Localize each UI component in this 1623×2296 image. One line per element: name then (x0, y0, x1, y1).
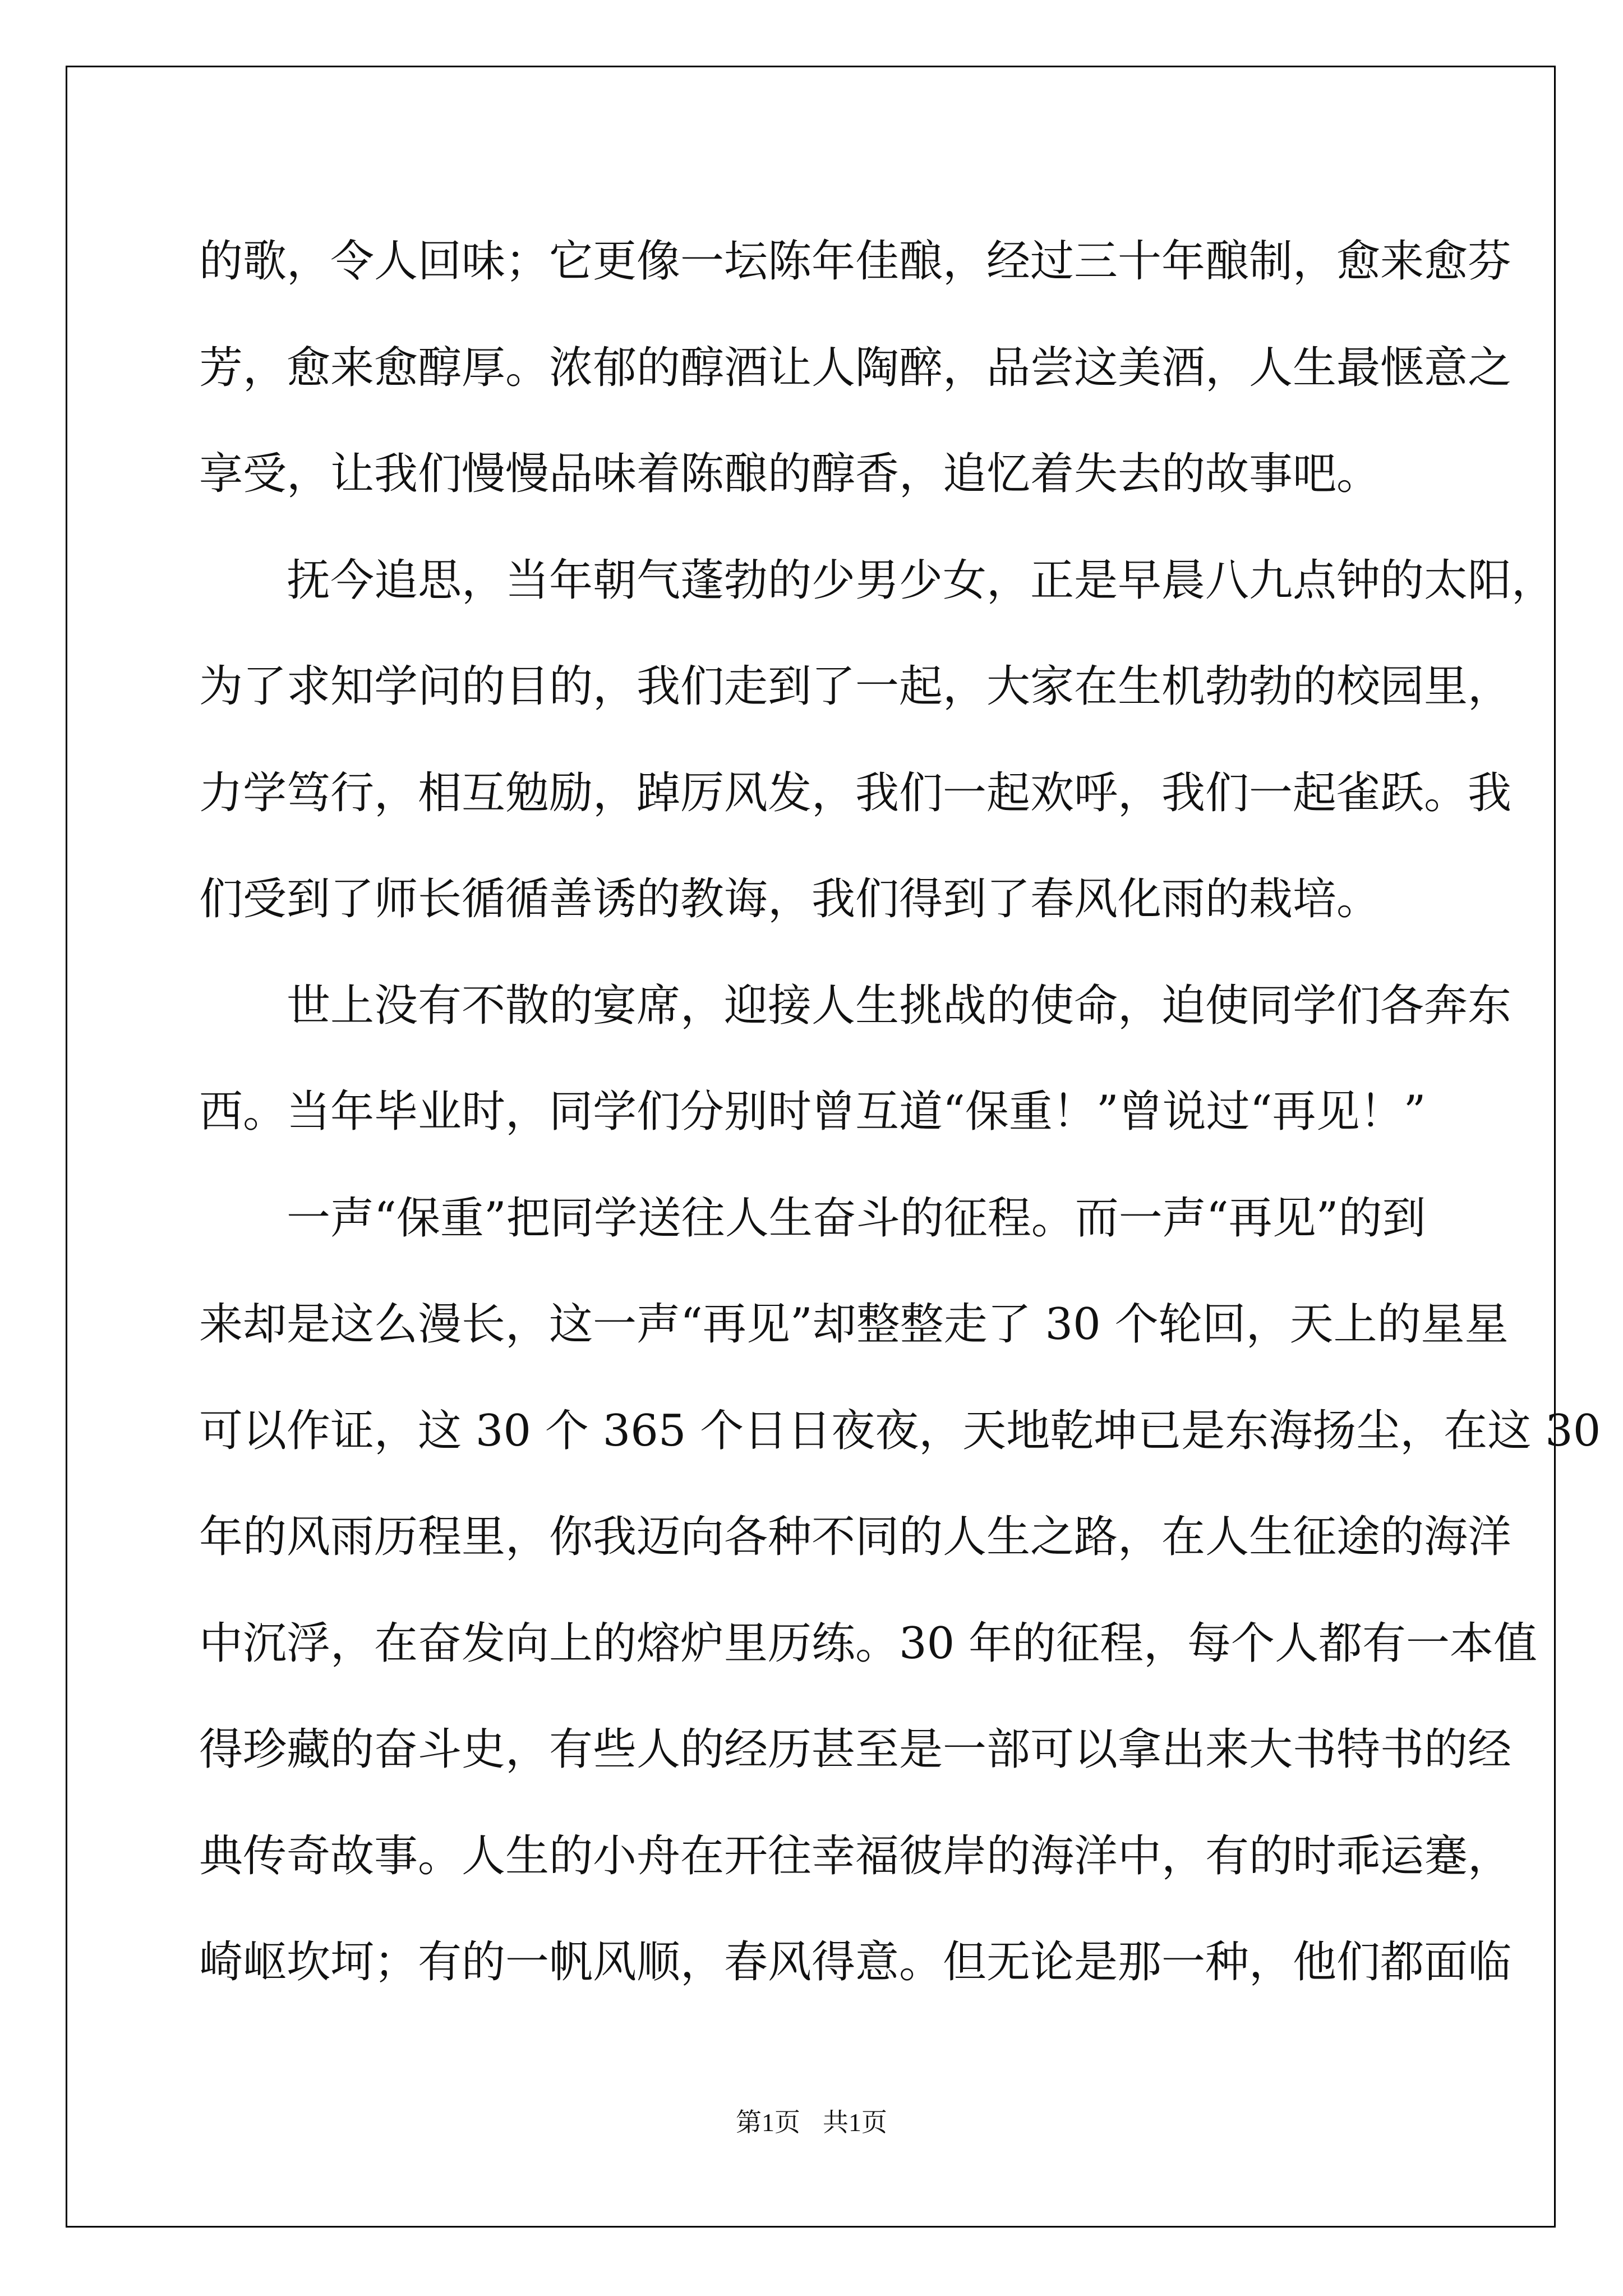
text-line-2: 芳，愈来愈醇厚。浓郁的醇酒让人陶醉，品尝这美酒，人生最惬意之 (199, 342, 1512, 393)
text-line-10: 一声“保重”把同学送往人生奋斗的征程。而一声“再见”的到 (287, 1193, 1426, 1244)
text-line-7: 们受到了师长循循善诱的教诲，我们得到了春风化雨的栽培。 (199, 874, 1381, 924)
text-line-17: 崎岖坎坷；有的一帆风顺，春风得意。但无论是那一种，他们都面临 (199, 1937, 1512, 1987)
text-line-8: 世上没有不散的宴席，迎接人生挑战的使命，迫使同学们各奔东 (287, 980, 1512, 1031)
page-number-current: 第1页 (736, 2108, 800, 2137)
text-line-5: 为了求知学问的目的，我们走到了一起，大家在生机勃勃的校园里， (199, 661, 1512, 712)
text-line-9: 西。当年毕业时，同学们分别时曾互道“保重！”曾说过“再见！” (199, 1087, 1426, 1137)
text-line-12: 可以作证，这 30 个 365 个日日夜夜，天地乾坤已是东海扬尘，在这 30 (199, 1405, 1601, 1456)
text-line-11: 来却是这么漫长，这一声“再见”却整整走了 30 个轮回，天上的星星 (199, 1299, 1509, 1350)
page-number-total: 共1页 (823, 2108, 887, 2137)
text-line-3: 享受，让我们慢慢品味着陈酿的醇香，追忆着失去的故事吧。 (199, 449, 1381, 499)
text-line-1: 的歌，令人回味；它更像一坛陈年佳酿，经过三十年酿制，愈来愈芬 (199, 236, 1512, 287)
text-line-13: 年的风雨历程里，你我迈向各种不同的人生之路，在人生征途的海洋 (199, 1512, 1512, 1562)
document-body (199, 209, 1601, 2016)
page-footer (0, 2102, 1623, 2139)
text-line-15: 得珍藏的奋斗史，有些人的经历甚至是一部可以拿出来大书特书的经 (199, 1724, 1512, 1775)
text-line-6: 力学笃行，相互勉励，踔厉风发，我们一起欢呼，我们一起雀跃。我 (199, 767, 1512, 818)
text-line-4: 抚今追思，当年朝气蓬勃的少男少女，正是早晨八九点钟的太阳， (287, 555, 1556, 606)
text-line-16: 典传奇故事。人生的小舟在开往幸福彼岸的海洋中，有的时乖运蹇， (199, 1830, 1512, 1881)
text-line-14: 中沉浮，在奋发向上的熔炉里历练。30 年的征程，每个人都有一本值 (199, 1618, 1538, 1669)
